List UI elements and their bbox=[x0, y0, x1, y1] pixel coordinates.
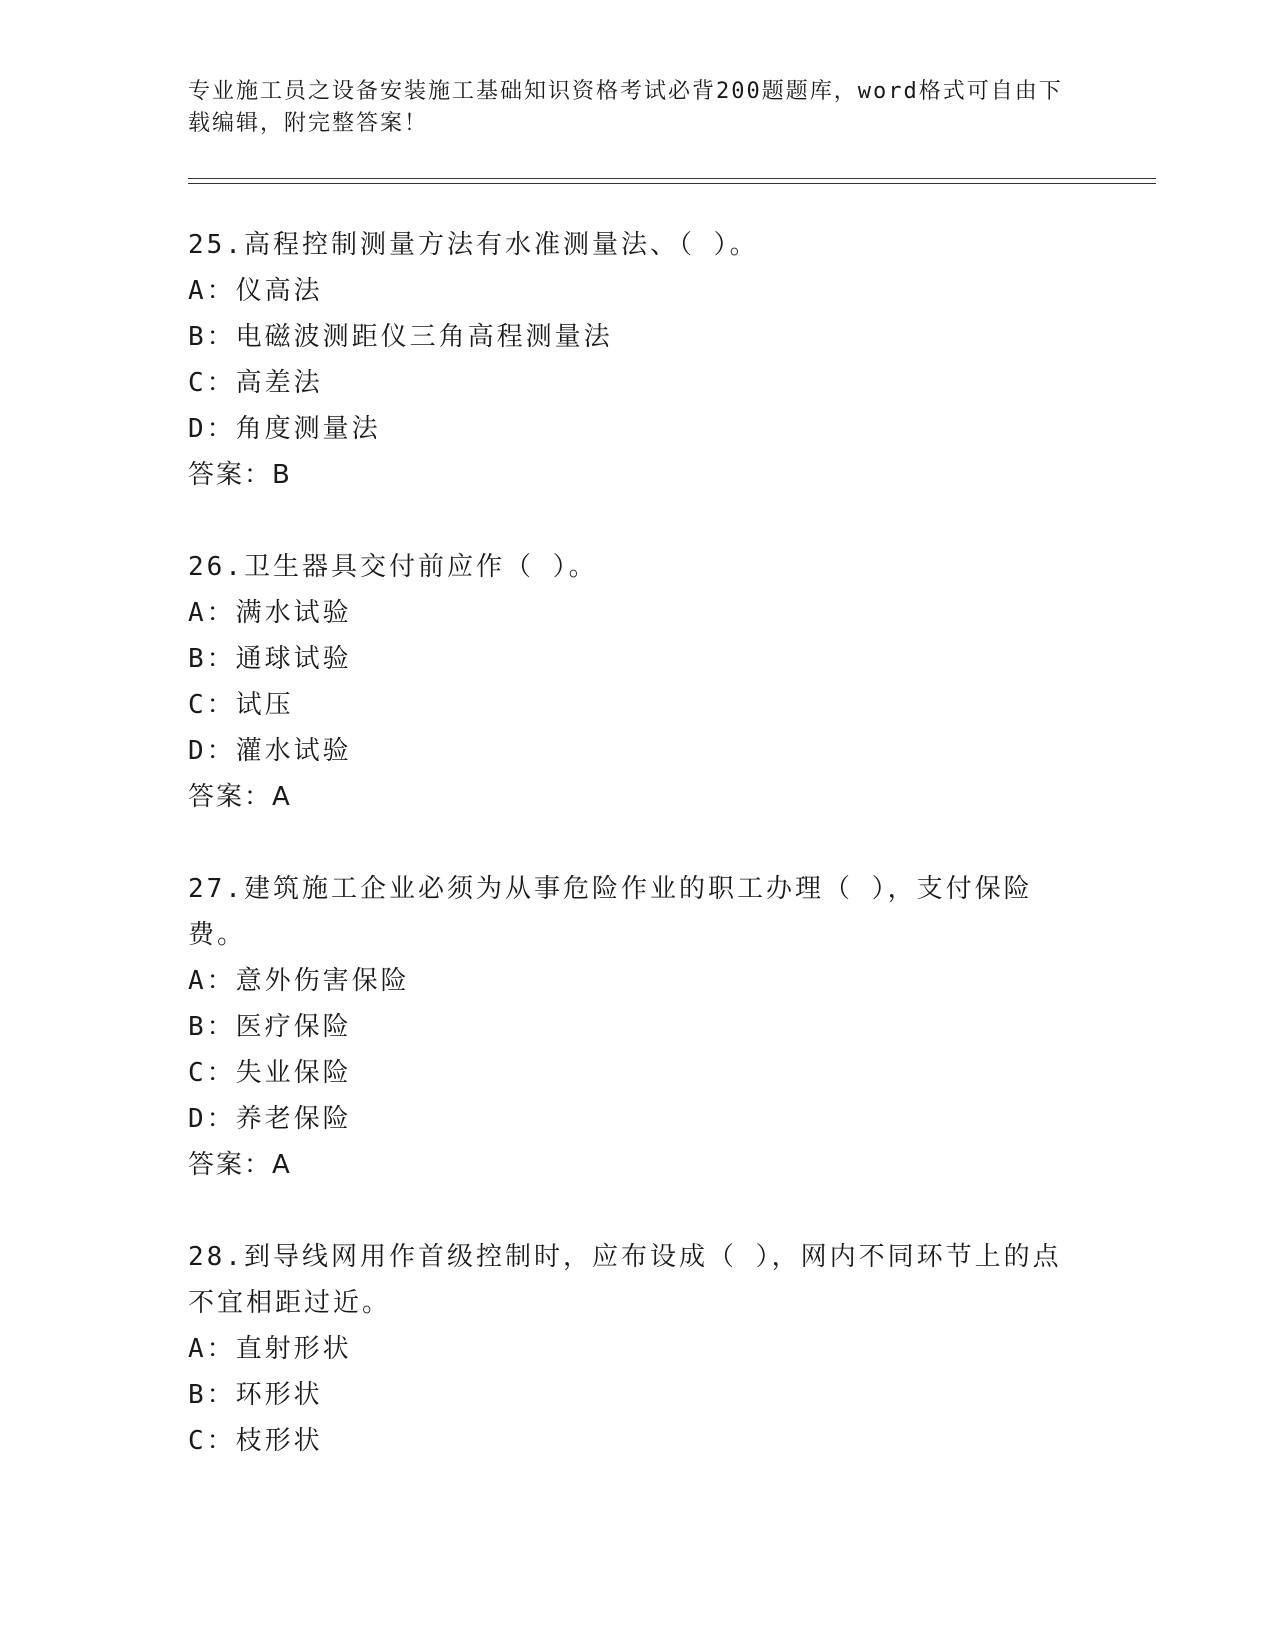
option-a: A：满水试验 bbox=[188, 598, 352, 628]
question-stem: 26.卫生器具交付前应作（ ）。 bbox=[188, 552, 598, 582]
option-b: B：电磁波测距仪三角高程测量法 bbox=[188, 322, 613, 352]
answer-line: 答案：A bbox=[188, 1150, 292, 1180]
answer-line: 答案：B bbox=[188, 460, 292, 490]
option-a: A：意外伤害保险 bbox=[188, 966, 410, 996]
question-stem: 27.建筑施工企业必须为从事危险作业的职工办理（ ），支付保险费。 bbox=[188, 874, 1033, 950]
option-b: B：通球试验 bbox=[188, 644, 352, 674]
option-a: A：仪高法 bbox=[188, 276, 323, 306]
question-28 bbox=[188, 1234, 1068, 1464]
answer-line: 答案：A bbox=[188, 782, 292, 812]
option-b: B：环形状 bbox=[188, 1380, 323, 1410]
document-header: 专业施工员之设备安装施工基础知识资格考试必背200题题库，word格式可自由下载编辑，附完整答案！ bbox=[188, 79, 1063, 136]
option-c: C：枝形状 bbox=[188, 1426, 323, 1456]
question-26 bbox=[188, 544, 1068, 820]
option-c: C：失业保险 bbox=[188, 1058, 352, 1088]
option-d: D：养老保险 bbox=[188, 1104, 352, 1134]
option-c: C：试压 bbox=[188, 690, 294, 720]
question-stem: 28.到导线网用作首级控制时，应布设成（ ），网内不同环节上的点不宜相距过近。 bbox=[188, 1242, 1062, 1318]
option-a: A：直射形状 bbox=[188, 1334, 352, 1364]
option-b: B：医疗保险 bbox=[188, 1012, 352, 1042]
header-double-rule bbox=[188, 178, 1156, 184]
option-d: D：灌水试验 bbox=[188, 736, 352, 766]
option-d: D：角度测量法 bbox=[188, 414, 381, 444]
question-27 bbox=[188, 866, 1068, 1188]
option-c: C：高差法 bbox=[188, 368, 323, 398]
question-25 bbox=[188, 222, 1068, 498]
question-stem: 25.高程控制测量方法有水准测量法、（ ）。 bbox=[188, 230, 759, 260]
